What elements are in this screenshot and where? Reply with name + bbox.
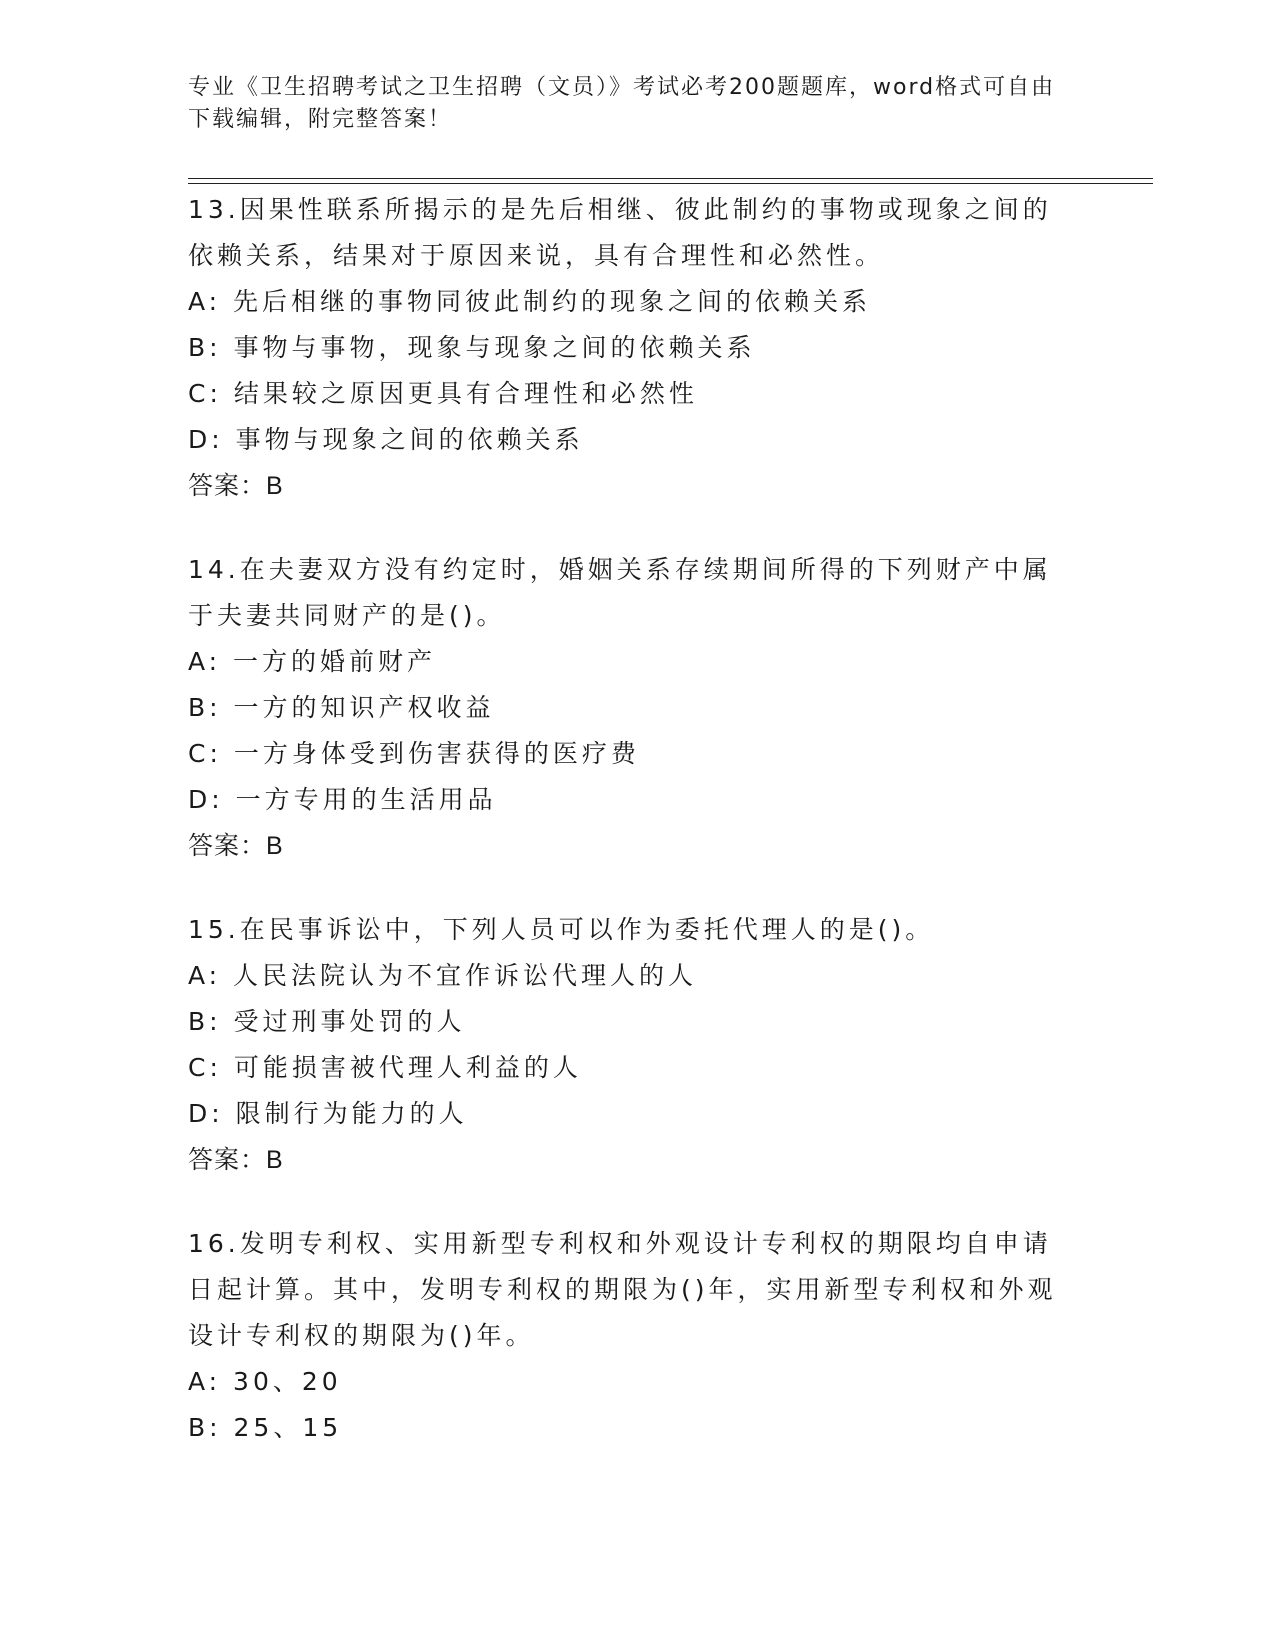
question-text: 14.在夫妻双方没有约定时，婚姻关系存续期间所得的下列财产中属于夫妻共同财产的是()。 — [188, 555, 1052, 630]
option-b: B: 受过刑事处罚的人 — [188, 1007, 466, 1036]
option-a: A: 30、20 — [188, 1367, 342, 1396]
answer-line — [188, 1137, 1088, 1183]
answer-value: B — [266, 832, 284, 860]
question-text: 16.发明专利权、实用新型专利权和外观设计专利权的期限均自申请日起计算。其中，发明专利权的期限为()年，实用新型专利权和外观设计专利权的期限为()年。 — [188, 1229, 1057, 1350]
answer-label: 答案： — [188, 1145, 267, 1174]
question-list — [188, 187, 1088, 1489]
answer-line — [188, 823, 1088, 869]
option-b: B: 25、15 — [188, 1413, 343, 1442]
answer-label: 答案： — [188, 471, 267, 500]
option-d: D: 事物与现象之间的依赖关系 — [188, 425, 584, 454]
option-d: D: 限制行为能力的人 — [188, 1099, 468, 1128]
header-divider-bottom — [188, 183, 1153, 184]
question-13 — [188, 187, 1088, 509]
option-d: D: 一方专用的生活用品 — [188, 785, 497, 814]
option-c: C: 结果较之原因更具有合理性和必然性 — [188, 379, 698, 408]
question-14 — [188, 547, 1088, 869]
answer-line — [188, 463, 1088, 509]
question-16 — [188, 1221, 1088, 1451]
question-text: 13.因果性联系所揭示的是先后相继、彼此制约的事物或现象之间的依赖关系，结果对于原因来说，具有合理性和必然性。 — [188, 195, 1052, 270]
option-c: C: 一方身体受到伤害获得的医疗费 — [188, 739, 640, 768]
option-a: A: 先后相继的事物同彼此制约的现象之间的依赖关系 — [188, 287, 872, 316]
question-text: 15.在民事诉讼中，下列人员可以作为委托代理人的是()。 — [188, 915, 935, 944]
option-a: A: 人民法院认为不宜作诉讼代理人的人 — [188, 961, 698, 990]
answer-label: 答案： — [188, 831, 267, 860]
document-header: 专业《卫生招聘考试之卫生招聘（文员）》考试必考200题题库，word格式可自由下载编辑，附完整答案！ — [188, 75, 1056, 132]
option-c: C: 可能损害被代理人利益的人 — [188, 1053, 582, 1082]
answer-value: B — [266, 472, 284, 500]
answer-value: B — [266, 1146, 284, 1174]
option-a: A: 一方的婚前财产 — [188, 647, 437, 676]
option-b: B: 事物与事物，现象与现象之间的依赖关系 — [188, 333, 756, 362]
header-divider-top — [188, 178, 1153, 179]
option-b: B: 一方的知识产权收益 — [188, 693, 495, 722]
question-15 — [188, 907, 1088, 1183]
